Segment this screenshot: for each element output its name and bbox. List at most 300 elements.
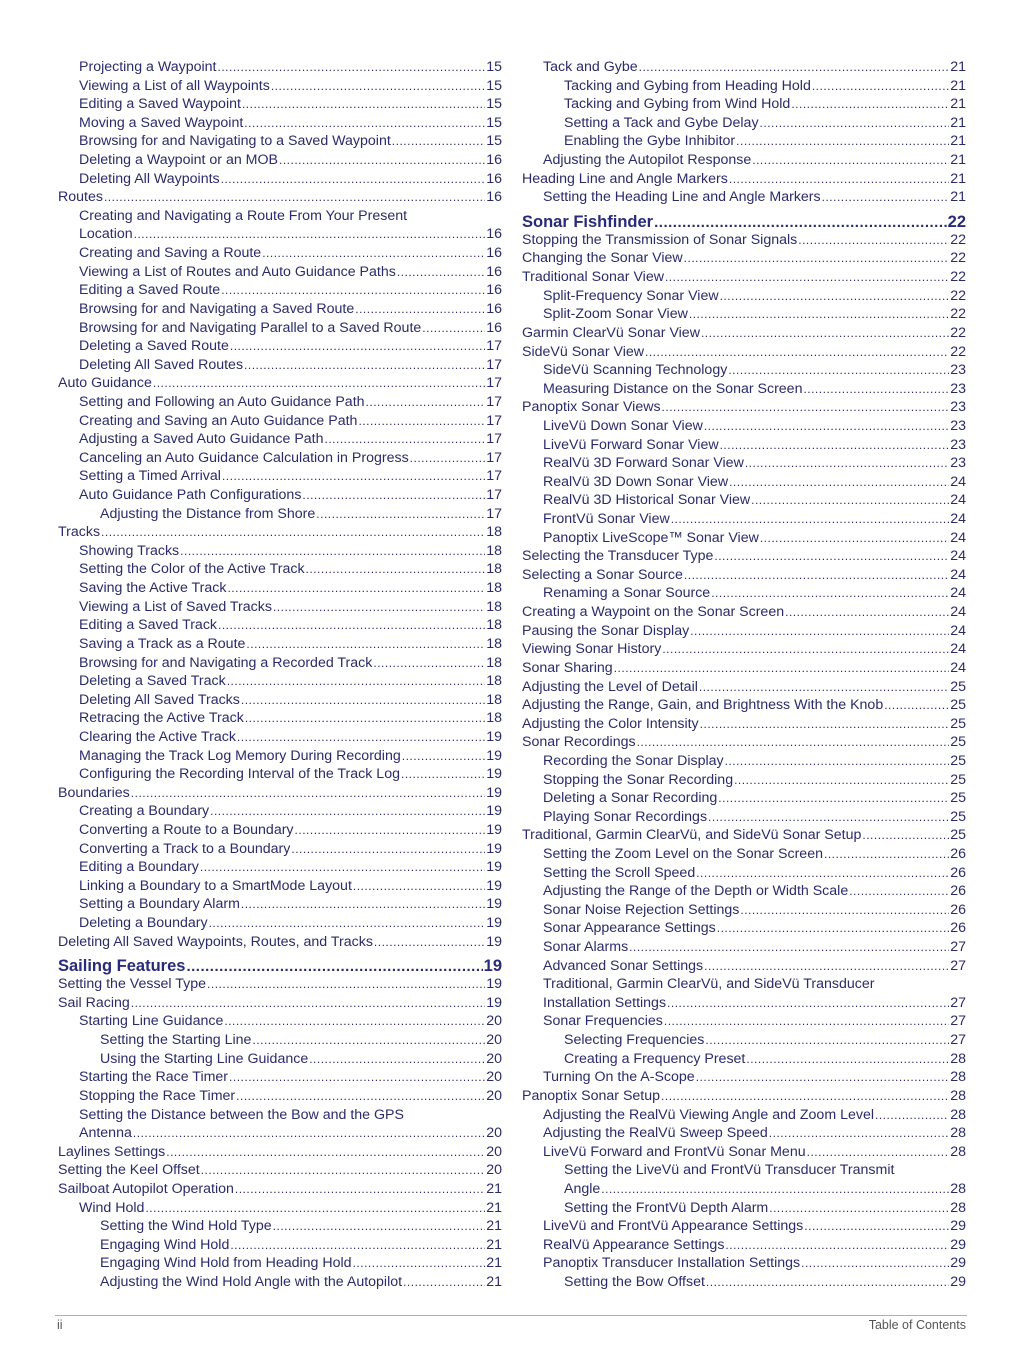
toc-entry[interactable] [522,1254,966,1273]
toc-entry[interactable] [58,709,502,728]
toc-entry-title: Projecting a Waypoint [79,59,217,75]
toc-entry[interactable] [522,1031,966,1050]
toc-entry[interactable] [522,826,966,845]
toc-entry[interactable] [522,398,966,417]
toc-entry[interactable] [58,207,502,244]
toc-entry[interactable] [522,491,966,510]
toc-entry[interactable] [58,523,502,542]
toc-entry-title: Browsing for and Navigating to a Saved Waypoint [79,133,391,150]
toc-entry-title: Managing the Track Log Memory During Recording [79,747,401,764]
toc-entry-page: 26 [950,901,966,918]
toc-entry[interactable] [58,598,502,617]
toc-entry[interactable] [522,957,966,976]
toc-entry[interactable] [58,356,502,375]
toc-entry-title: Playing Sonar Recordings [543,808,708,825]
toc-entry[interactable] [58,319,502,338]
toc-entry[interactable] [58,467,502,486]
dot-leader [884,696,949,715]
toc-entry-page: 16 [486,152,502,169]
toc-entry[interactable] [522,287,966,306]
toc-entry[interactable] [522,1143,966,1162]
toc-entry-page: 25 [950,715,966,732]
toc-entry[interactable] [58,188,502,207]
toc-entry[interactable] [58,654,502,673]
toc-entry[interactable] [58,1068,502,1087]
toc-entry-title: Sailboat Autopilot Operation [58,1180,234,1197]
dot-leader [180,542,485,561]
toc-entry[interactable] [522,938,966,957]
dot-leader [760,114,950,133]
toc-entry[interactable] [522,1106,966,1125]
dot-leader [353,1254,486,1273]
toc-entry[interactable] [58,728,502,747]
toc-entry[interactable] [58,616,502,635]
toc-entry[interactable] [522,268,966,287]
toc-entry[interactable] [522,170,966,189]
dot-leader [699,678,949,697]
toc-entry-title: Boundaries [58,784,130,801]
toc-entry-title: Sonar Frequencies [543,1013,663,1030]
toc-entry-page: 28 [950,1199,966,1216]
toc-entry-title: Traditional Sonar View [522,269,664,286]
dot-leader [665,268,949,287]
toc-entry-title: Stopping the Transmission of Sonar Signals [522,231,798,248]
toc-entry[interactable] [58,914,502,933]
dot-leader [210,802,485,821]
toc-entry[interactable] [522,1161,966,1198]
toc-entry-title: Adjusting the Wind Hold Angle with the Autopilot [100,1274,403,1290]
toc-entry[interactable] [58,77,502,96]
toc-entry[interactable] [522,1217,966,1236]
toc-entry[interactable] [58,244,502,263]
toc-entry-page: 29 [950,1236,966,1253]
toc-entry-title: RealVü 3D Forward Sonar View [543,455,744,472]
toc-entry-page: 21 [486,1218,502,1235]
toc-entry-title: Panoptix Transducer Installation Settings [543,1255,801,1272]
toc-entry-title: Panoptix Sonar Views [522,399,661,416]
toc-entry[interactable] [522,789,966,808]
toc-entry-title: Clearing the Active Track [79,728,236,745]
toc-entry-page: 20 [486,1125,502,1142]
toc-entry[interactable] [58,505,502,524]
toc-entry[interactable] [58,132,502,151]
toc-entry[interactable] [522,1124,966,1143]
toc-entry-page: 25 [950,790,966,807]
dot-leader [791,95,949,114]
toc-entry-title: Setting the LiveVü and FrontVü Transducer Transmit [564,1162,895,1179]
toc-entry[interactable] [522,1050,966,1069]
dot-leader [804,1217,949,1236]
toc-entry-page: 21 [950,189,966,206]
dot-leader [785,603,949,622]
toc-entry[interactable] [58,114,502,133]
toc-entry-title: Traditional, Garmin ClearVü, and SideVü Transducer [543,976,875,993]
dot-leader [690,622,949,641]
toc-entry-page: 17 [486,487,502,504]
toc-entry[interactable] [522,919,966,938]
dot-leader [221,170,486,189]
dot-leader [661,1087,949,1106]
toc-entry-title: Setting the Bow Offset [564,1274,705,1290]
toc-entry[interactable] [522,975,966,1012]
toc-entry-page: 21 [950,114,966,131]
toc-entry[interactable] [58,994,502,1013]
toc-entry[interactable] [58,430,502,449]
toc-entry-page: 27 [950,1032,966,1049]
dot-leader [366,393,486,412]
toc-entry[interactable] [58,1180,502,1199]
toc-entry[interactable] [58,560,502,579]
dot-leader [629,938,949,957]
dot-leader [237,728,485,747]
toc-entry-title: Setting the Starting Line [100,1032,252,1049]
dot-leader [279,151,485,170]
dot-leader [230,1236,485,1255]
toc-entry-page: 24 [950,492,966,509]
toc-entry-title: Browsing for and Navigating a Saved Route [79,300,355,317]
dot-leader [662,398,950,417]
dot-leader [402,747,485,766]
toc-entry[interactable] [522,473,966,492]
toc-entry[interactable] [522,454,966,473]
toc-entry[interactable] [58,975,502,994]
toc-entry[interactable] [58,579,502,598]
toc-entry-page: 15 [486,114,502,131]
toc-entry[interactable] [522,752,966,771]
toc-entry[interactable] [522,231,966,250]
toc-entry-title: Viewing a List of Saved Tracks [79,598,272,615]
toc-entry-page: 22 [950,306,966,323]
toc-entry-title: Engaging Wind Hold from Heading Hold [100,1255,352,1272]
toc-entry[interactable] [58,95,502,114]
footer-divider [55,1315,967,1316]
toc-entry-page: 28 [950,1106,966,1123]
toc-entry[interactable] [522,678,966,697]
toc-entry[interactable] [522,1199,966,1218]
toc-entry-page: 21 [950,133,966,150]
toc-entry[interactable] [58,170,502,189]
toc-entry-page: 19 [486,933,502,950]
toc-entry-page: 18 [486,524,502,541]
dot-leader [614,659,950,678]
toc-entry[interactable] [58,542,502,561]
dot-leader [706,1273,949,1292]
toc-entry-title: Browsing for and Navigating a Recorded Track [79,654,373,671]
toc-entry[interactable] [58,1050,502,1069]
toc-entry[interactable] [522,380,966,399]
dot-leader [824,845,949,864]
toc-entry-page: 25 [950,734,966,751]
toc-entry[interactable] [522,361,966,380]
toc-entry-title: Setting the Distance between the Bow and the GPS [79,1106,404,1123]
toc-entry[interactable] [58,486,502,505]
dot-leader [252,1031,485,1050]
toc-entry-page: 17 [486,449,502,466]
toc-entry-page: 20 [486,1032,502,1049]
toc-entry[interactable] [522,114,966,133]
toc-entry-title: Tracks [58,524,101,541]
toc-entry-page: 18 [486,598,502,615]
toc-entry[interactable] [58,840,502,859]
toc-entry-page: 19 [486,728,502,745]
toc-entry[interactable] [522,882,966,901]
toc-entry[interactable] [58,821,502,840]
toc-entry[interactable] [58,300,502,319]
toc-entry-page: 19 [486,915,502,932]
toc-entry[interactable] [58,1012,502,1031]
toc-entry[interactable] [58,393,502,412]
dot-leader [241,691,485,710]
toc-entry-title: Setting the Keel Offset [58,1162,200,1179]
toc-entry[interactable] [522,436,966,455]
toc-entry-page: 17 [486,338,502,355]
toc-entry[interactable] [58,784,502,803]
toc-entry[interactable] [522,77,966,96]
toc-entry[interactable] [522,901,966,920]
toc-entry-title: Converting a Track to a Boundary [79,840,291,857]
toc-entry-title: Setting the Wind Hold Type [100,1218,272,1235]
toc-entry-page: 18 [486,617,502,634]
toc-entry-title: LiveVü and FrontVü Appearance Settings [543,1218,804,1235]
toc-entry-page: 26 [950,883,966,900]
toc-entry-title: Routes [58,189,103,206]
toc-entry-page: 28 [950,1143,966,1160]
toc-entry-title: Turning On the A-Scope [543,1069,695,1086]
toc-entry[interactable] [58,281,502,300]
toc-entry-title: Setting a Tack and Gybe Delay [564,114,759,131]
toc-entry[interactable] [58,337,502,356]
toc-entry-page: 21 [950,59,966,75]
footer-page-number: ii [57,1318,63,1332]
dot-leader [662,640,949,659]
toc-entry-title: Traditional, Garmin ClearVü, and SideVü Sonar Setup [522,827,862,844]
dot-leader [309,1050,485,1069]
toc-entry-page: 20 [486,1143,502,1160]
dot-leader [725,1236,949,1255]
toc-entry-title: Split-Frequency Sonar View [543,287,719,304]
toc-entry[interactable] [58,151,502,170]
toc-entry-page: 19 [486,766,502,783]
toc-entry[interactable] [522,1068,966,1087]
toc-entry[interactable] [58,1031,502,1050]
toc-entry[interactable] [58,895,502,914]
toc-entry[interactable] [522,808,966,827]
toc-entry[interactable] [522,417,966,436]
toc-entry-title: Using the Starting Line Guidance [100,1050,309,1067]
toc-entry[interactable] [522,566,966,585]
toc-entry-title: Moving a Saved Waypoint [79,114,244,131]
toc-entry[interactable] [522,547,966,566]
toc-entry[interactable] [58,747,502,766]
toc-entry-title: Editing a Saved Route [79,282,221,299]
toc-entry[interactable] [58,1106,502,1143]
toc-entry[interactable] [58,1236,502,1255]
toc-entry[interactable] [522,771,966,790]
dot-leader [718,789,949,808]
toc-entry[interactable] [58,1199,502,1218]
toc-entry-title: Deleting a Saved Route [79,338,229,355]
toc-entry[interactable] [58,1217,502,1236]
dot-leader [397,263,485,282]
toc-entry-page: 23 [950,417,966,434]
toc-entry-page: 24 [950,641,966,658]
toc-entry-title: Deleting All Saved Routes [79,356,244,373]
dot-leader [325,430,486,449]
toc-entry[interactable] [522,1236,966,1255]
toc-entry[interactable] [58,1087,502,1106]
toc-entry-page: 25 [950,697,966,714]
toc-entry-title: Viewing a List of all Waypoints [79,77,270,94]
toc-entry[interactable] [522,845,966,864]
toc-entry-page: 18 [486,542,502,559]
toc-entry-page: 19 [483,957,502,976]
dot-leader [637,733,950,752]
toc-entry[interactable] [522,584,966,603]
toc-entry[interactable] [522,151,966,170]
toc-entry-page: 15 [486,133,502,150]
toc-entry-title: Adjusting the RealVü Viewing Angle and Zoom Level [543,1106,874,1123]
toc-entry-title: Sonar Appearance Settings [543,920,716,937]
toc-entry-page: 22 [950,250,966,267]
toc-entry[interactable] [58,802,502,821]
toc-entry[interactable] [522,343,966,362]
toc-entry-page: 17 [486,412,502,429]
toc-entry[interactable] [522,132,966,151]
dot-leader [704,957,949,976]
toc-entry[interactable] [58,1143,502,1162]
dot-leader [401,765,485,784]
toc-entry[interactable] [58,58,502,77]
toc-entry[interactable] [522,1273,966,1292]
toc-entry[interactable] [522,249,966,268]
toc-entry-title: Tacking and Gybing from Wind Hold [564,96,791,113]
toc-entry-title: Setting the Zoom Level on the Sonar Screen [543,845,823,862]
toc-entry-title: Editing a Boundary [79,859,199,876]
toc-entry[interactable] [522,1012,966,1031]
toc-entry-page: 21 [950,170,966,187]
toc-entry[interactable] [58,858,502,877]
toc-entry-page: 21 [486,1255,502,1272]
toc-entry-title: SideVü Scanning Technology [543,362,728,379]
toc-entry-page: 24 [950,529,966,546]
dot-leader [751,491,949,510]
dot-leader [242,95,485,114]
toc-entry-page: 16 [486,263,502,280]
toc-entry-page: 24 [950,473,966,490]
toc-entry[interactable] [58,635,502,654]
toc-entry[interactable] [522,603,966,622]
toc-entry-page: 21 [950,77,966,94]
toc-entry-page: 21 [950,152,966,169]
toc-entry[interactable] [58,1273,502,1292]
toc-entry[interactable] [522,864,966,883]
toc-entry-page: 17 [486,431,502,448]
toc-entry[interactable] [58,877,502,896]
dot-leader [760,529,949,548]
dot-leader [227,579,485,598]
toc-entry-title: Angle [564,1180,601,1197]
toc-entry-title: Editing a Saved Track [79,617,218,634]
dot-leader [708,808,949,827]
toc-entry[interactable] [522,622,966,641]
toc-entry[interactable] [522,324,966,343]
dot-leader [740,901,949,920]
toc-entry-page: 16 [486,300,502,317]
toc-entry[interactable] [58,412,502,431]
toc-entry[interactable] [58,672,502,691]
toc-entry[interactable] [522,733,966,752]
toc-entry-page: 19 [486,821,502,838]
toc-entry[interactable] [58,765,502,784]
toc-entry-page: 17 [486,356,502,373]
toc-entry[interactable] [522,305,966,324]
dot-leader [358,412,485,431]
toc-entry[interactable] [522,58,966,77]
dot-leader [667,994,949,1013]
dot-leader [725,752,950,771]
dot-leader [684,249,950,268]
toc-entry[interactable] [522,659,966,678]
toc-entry-title: LiveVü Forward Sonar View [543,436,719,453]
toc-entry-title: RealVü 3D Down Sonar View [543,473,729,490]
toc-entry[interactable] [58,449,502,468]
toc-entry[interactable] [522,640,966,659]
toc-entry[interactable] [522,510,966,529]
dot-leader [664,1012,949,1031]
toc-entry[interactable] [58,1254,502,1273]
toc-entry-page: 17 [486,393,502,410]
dot-leader [217,58,485,77]
dot-leader [700,715,950,734]
toc-entry[interactable] [58,933,502,952]
toc-entry-page: 19 [486,877,502,894]
toc-entry-title: Setting a Timed Arrival [79,468,221,485]
toc-entry-title: Setting a Boundary Alarm [79,896,240,913]
toc-entry[interactable] [522,529,966,548]
toc-entry[interactable] [58,374,502,393]
toc-entry-title: Viewing a List of Routes and Auto Guidance Paths [79,263,396,280]
toc-entry[interactable] [522,696,966,715]
dot-leader [230,337,485,356]
toc-entry-title: Creating a Frequency Preset [564,1050,746,1067]
dot-leader [689,305,949,324]
dot-leader [812,77,949,96]
toc-entry[interactable] [58,691,502,710]
toc-entry[interactable] [522,95,966,114]
dot-leader [769,1199,949,1218]
toc-entry[interactable] [58,263,502,282]
dot-leader [245,709,485,728]
dot-leader [316,505,485,524]
toc-entry[interactable] [522,715,966,734]
toc-entry-title: Browsing for and Navigating Parallel to a Saved Route [79,319,422,336]
toc-entry[interactable] [58,1161,502,1180]
toc-chapter-entry[interactable] [58,951,502,975]
toc-entry-title: Sonar Recordings [522,734,636,751]
toc-entry-page: 19 [486,859,502,876]
toc-entry[interactable] [522,1087,966,1106]
toc-entry-page: 25 [950,678,966,695]
toc-entry-page: 19 [486,784,502,801]
toc-entry-page: 20 [486,1069,502,1086]
toc-entry[interactable] [522,188,966,207]
toc-right-column [522,58,966,1292]
toc-entry-page: 17 [486,505,502,522]
toc-chapter-entry[interactable] [522,207,966,231]
dot-leader [218,616,485,635]
dot-leader [875,1106,949,1125]
toc-entry-page: 16 [486,282,502,299]
